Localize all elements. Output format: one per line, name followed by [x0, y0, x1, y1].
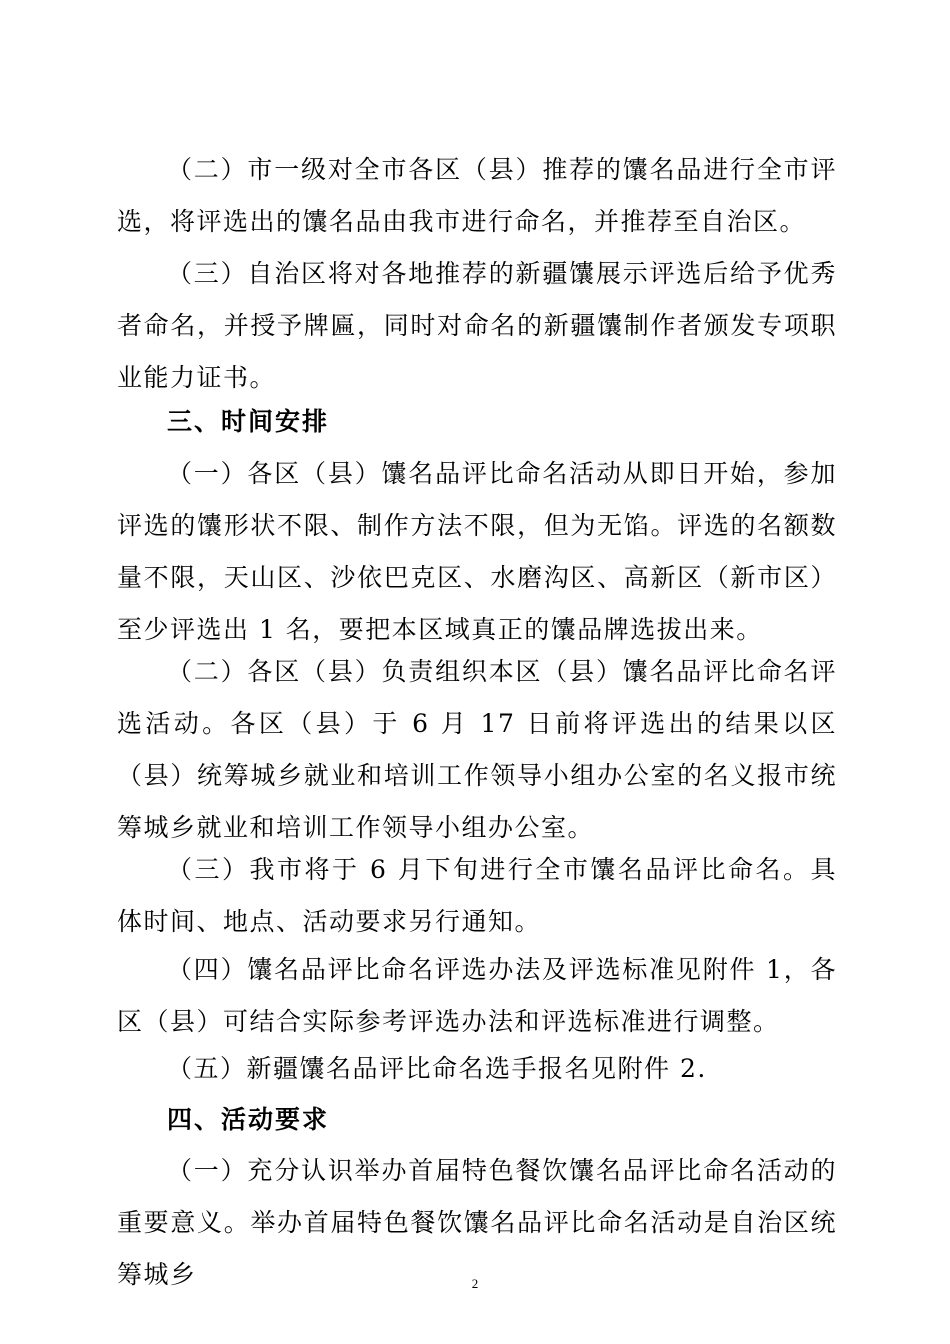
paragraph-city-evaluation: （三）我市将于 6 月下旬进行全市馕名品评比命名。具体时间、地点、活动要求另行通知。 — [117, 855, 837, 936]
paragraph-evaluation-method: （四）馕名品评比命名评选办法及评选标准见附件 1，各区（县）可结合实际参考评选办法和评选标准进行调整。 — [117, 955, 837, 1036]
paragraph-municipal-selection: （二）市一级对全市各区（县）推荐的馕名品进行全市评选，将评选出的馕名品由我市进行命名，并推荐至自治区。 — [117, 155, 837, 236]
section-heading-requirements: 四、活动要求 — [167, 1105, 330, 1134]
paragraph-autonomous-region-naming: （三）自治区将对各地推荐的新疆馕展示评选后给予优秀者命名，并授予牌匾，同时对命名的新疆馕制作者颁发专项职业能力证书。 — [117, 259, 837, 392]
paragraph-district-organization: （二）各区（县）负责组织本区（县）馕名品评比命名评选活动。各区（县）于 6 月 17 日前将评选出的结果以区（县）统筹城乡就业和培训工作领导小组办公室的名义报市统筹城乡就业和培训工作领导小组办公室。 — [117, 657, 837, 842]
paragraph-district-activity-start: （一）各区（县）馕名品评比命名活动从即日开始，参加评选的馕形状不限、制作方法不限，但为无馅。评选的名额数量不限，天山区、沙依巴克区、水磨沟区、高新区（新市区）至少评选出 1 名，要把本区域真正的馕品牌选拔出来。 — [117, 459, 837, 644]
paragraph-registration: （五）新疆馕名品评比命名选手报名见附件 2. — [167, 1054, 707, 1083]
section-heading-schedule: 三、时间安排 — [167, 407, 330, 436]
paragraph-importance: （一）充分认识举办首届特色餐饮馕名品评比命名活动的重要意义。举办首届特色餐饮馕名品评比命名活动是自治区统筹城乡 — [117, 1156, 837, 1289]
page-number: 2 — [471, 1276, 479, 1291]
